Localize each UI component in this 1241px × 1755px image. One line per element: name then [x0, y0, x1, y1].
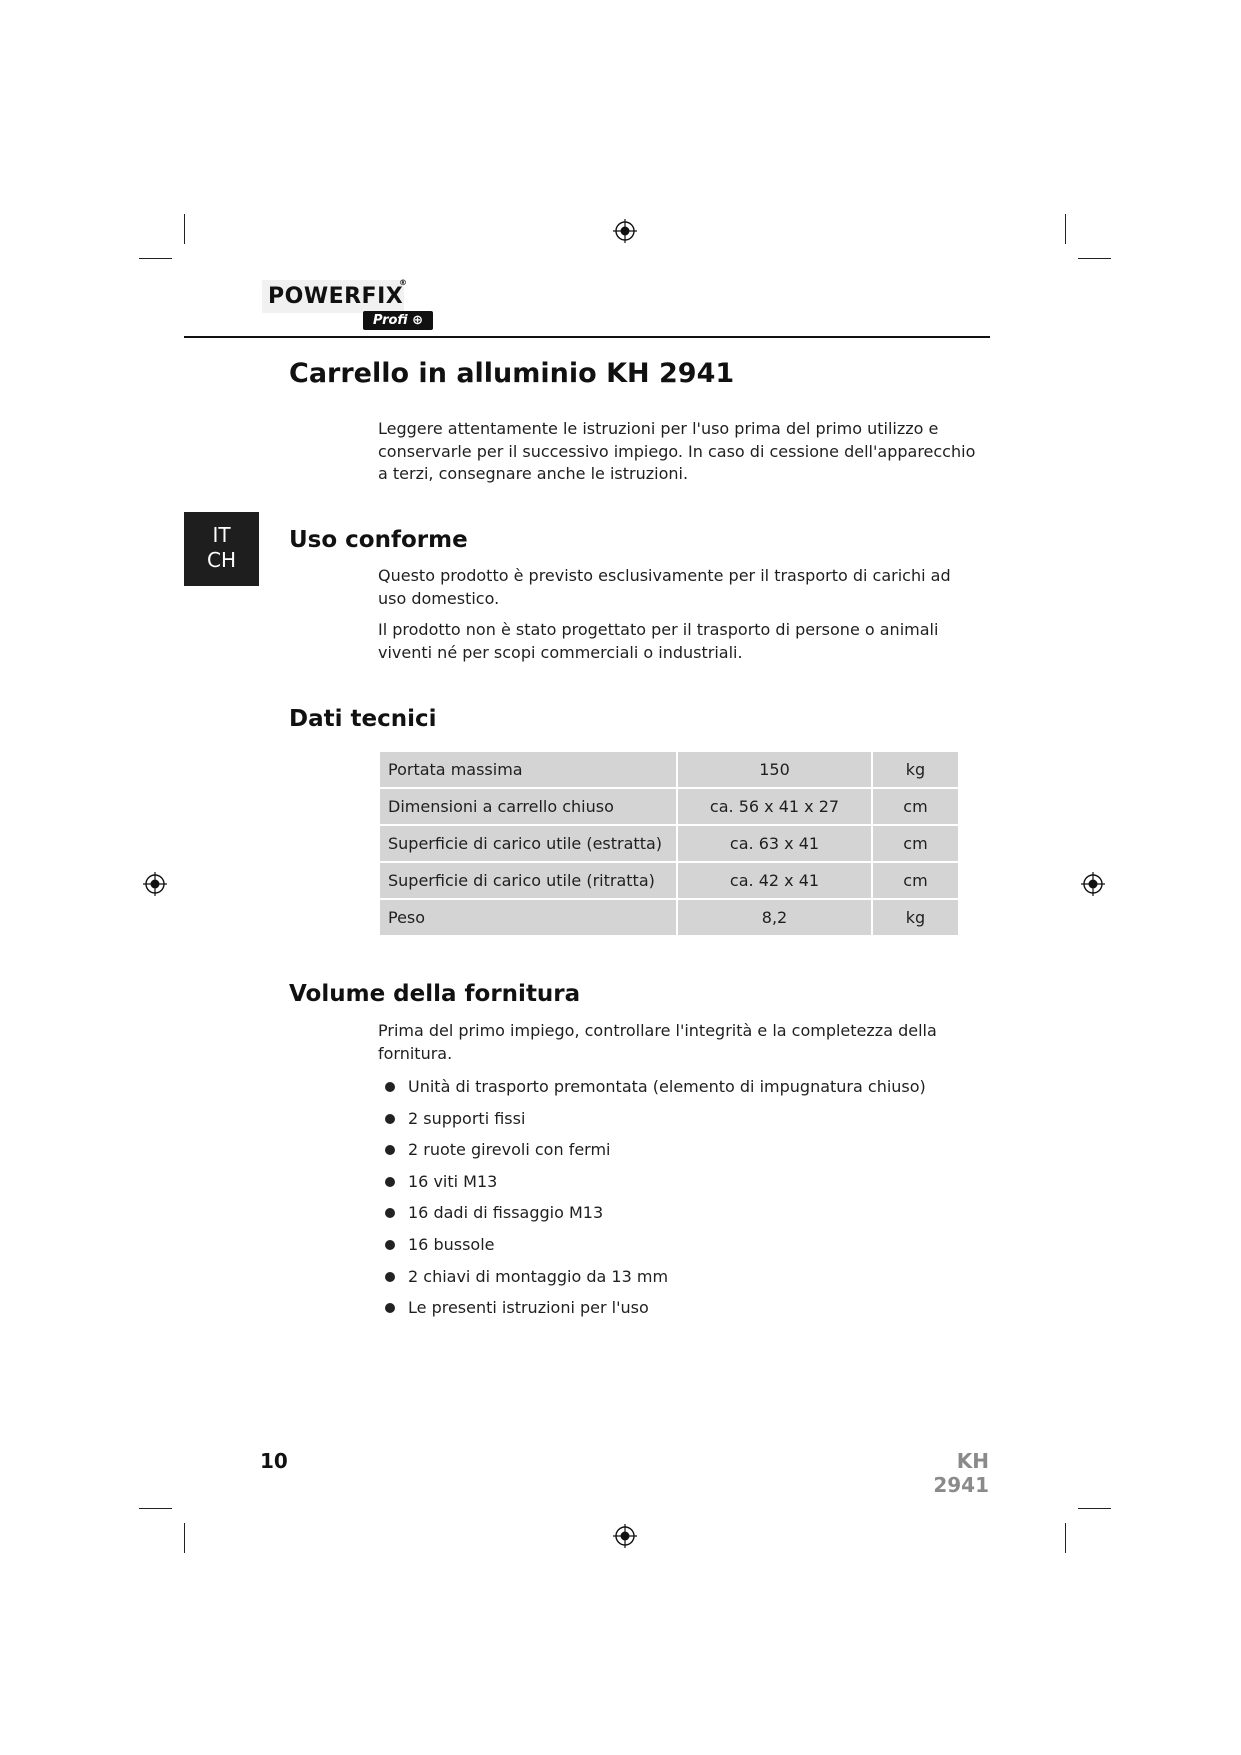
registration-mark-icon — [1081, 872, 1105, 896]
uso-paragraph-2: Il prodotto non è stato progettato per il trasporto di persone o animali viventi né per scopi commerciali o industriali. — [378, 620, 939, 662]
language-tab — [184, 512, 259, 586]
footer-model: KH 2941 — [933, 1449, 989, 1497]
table-row — [380, 863, 958, 898]
spec-unit: kg — [873, 752, 958, 787]
list-item: 2 supporti fissi — [383, 1103, 926, 1135]
volume-intro: Prima del primo impiego, controllare l'integrità e la completezza della fornitura. — [378, 1021, 937, 1063]
table-row — [380, 826, 958, 861]
registration-mark-icon — [613, 219, 637, 243]
crop-mark — [184, 1523, 185, 1553]
section-heading-dati: Dati tecnici — [289, 706, 437, 732]
crop-mark — [1065, 214, 1066, 244]
spec-unit: cm — [873, 826, 958, 861]
bullet-icon — [385, 1177, 395, 1187]
list-item: Unità di trasporto premontata (elemento di impugnatura chiuso) — [383, 1071, 926, 1103]
spec-label: Portata massima — [380, 752, 676, 787]
bullet-icon — [385, 1082, 395, 1092]
crop-mark — [139, 1508, 172, 1509]
list-item: Le presenti istruzioni per l'uso — [383, 1292, 926, 1324]
bullet-icon — [385, 1208, 395, 1218]
spec-unit: kg — [873, 900, 958, 935]
table-row — [380, 752, 958, 787]
spec-value: ca. 63 x 41 — [678, 826, 871, 861]
table-row — [380, 900, 958, 935]
crop-mark — [184, 214, 185, 244]
intro-text: Leggere attentamente le istruzioni per l'uso prima del primo utilizzo e conservarle per il successivo impiego. In caso di cessione dell'apparecchio a terzi, consegnare anche le istruzioni. — [378, 419, 976, 483]
spec-label: Peso — [380, 900, 676, 935]
spec-value: 150 — [678, 752, 871, 787]
brand-logo — [262, 280, 432, 332]
brand-name: POWERFIX — [262, 280, 404, 313]
bullet-icon — [385, 1114, 395, 1124]
list-item: 16 viti M13 — [383, 1166, 926, 1198]
bullet-icon — [385, 1303, 395, 1313]
list-item: 16 dadi di fissaggio M13 — [383, 1197, 926, 1229]
bullet-icon — [385, 1145, 395, 1155]
spec-value: ca. 56 x 41 x 27 — [678, 789, 871, 824]
spec-label: Dimensioni a carrello chiuso — [380, 789, 676, 824]
section-heading-uso: Uso conforme — [289, 527, 468, 553]
crop-mark — [139, 258, 172, 259]
page-title: Carrello in alluminio KH 2941 — [289, 358, 735, 389]
table-row — [380, 789, 958, 824]
bullet-icon — [385, 1240, 395, 1250]
header-rule — [184, 336, 990, 338]
spec-label: Superficie di carico utile (estratta) — [380, 826, 676, 861]
spec-table — [378, 750, 960, 937]
spec-unit: cm — [873, 863, 958, 898]
crop-mark — [1065, 1523, 1066, 1553]
registration-mark-icon — [143, 872, 167, 896]
spec-value: ca. 42 x 41 — [678, 863, 871, 898]
brand-sub: Profi ⊕ — [363, 311, 433, 330]
crop-mark — [1078, 1508, 1111, 1509]
language-code: IT — [212, 523, 231, 547]
list-item: 16 bussole — [383, 1229, 926, 1261]
list-item: 2 ruote girevoli con fermi — [383, 1134, 926, 1166]
language-code: CH — [206, 548, 236, 572]
bullet-icon — [385, 1272, 395, 1282]
spec-unit: cm — [873, 789, 958, 824]
list-item: 2 chiavi di montaggio da 13 mm — [383, 1261, 926, 1293]
spec-label: Superficie di carico utile (ritratta) — [380, 863, 676, 898]
registered-mark: ® — [399, 278, 407, 287]
page-number: 10 — [260, 1449, 288, 1473]
registration-mark-icon — [613, 1524, 637, 1548]
uso-paragraph-1: Questo prodotto è previsto esclusivamente per il trasporto di carichi ad uso domestico. — [378, 566, 951, 608]
delivery-list — [383, 1071, 926, 1324]
section-heading-volume: Volume della fornitura — [289, 981, 581, 1007]
spec-value: 8,2 — [678, 900, 871, 935]
crop-mark — [1078, 258, 1111, 259]
